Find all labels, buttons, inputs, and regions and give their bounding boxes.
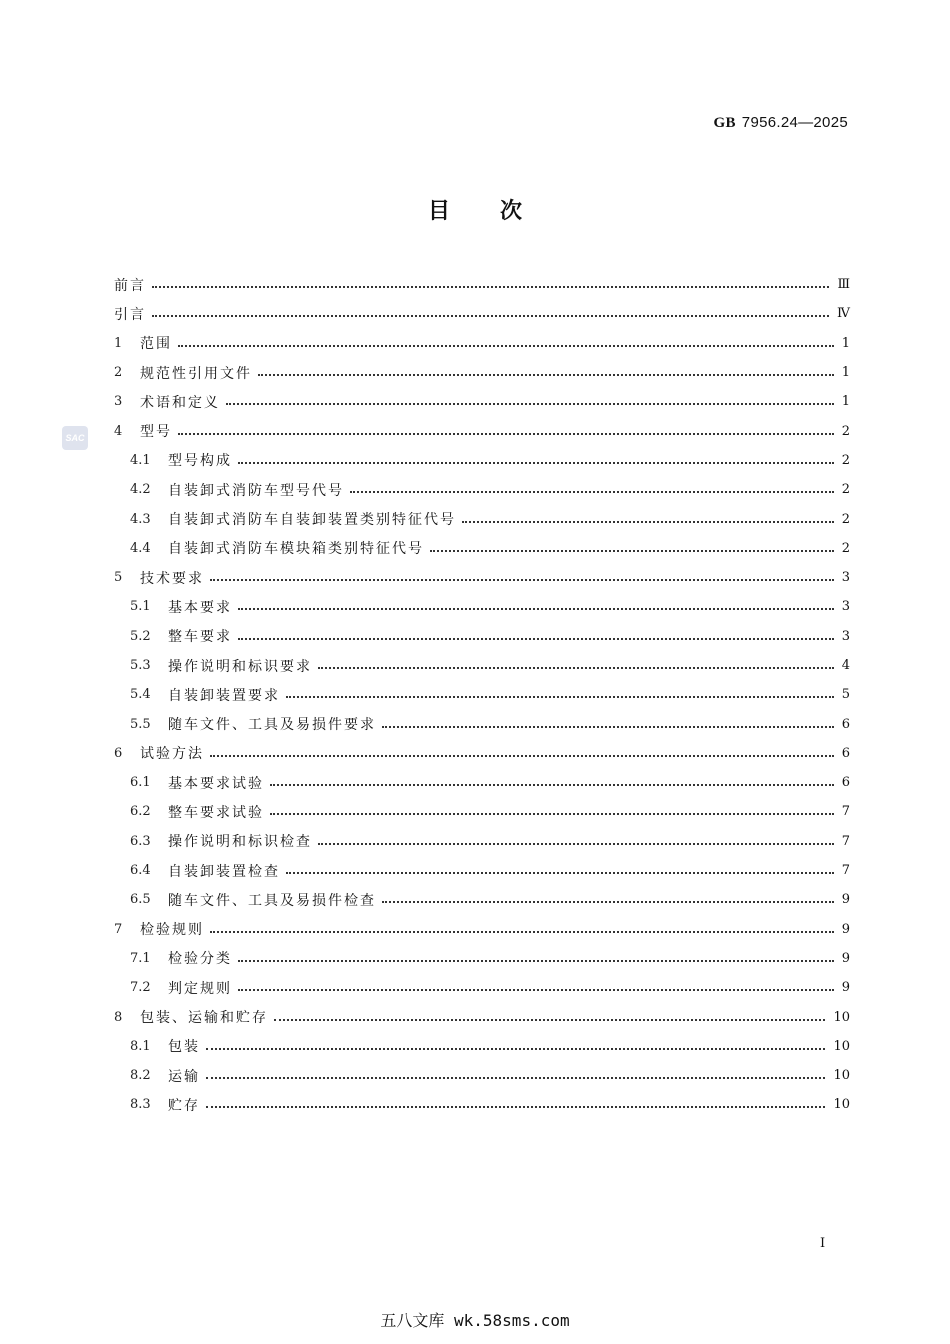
- toc-entry-title: 判定规则: [168, 980, 232, 997]
- toc-entry-page: 2: [841, 540, 850, 556]
- toc-entry[interactable]: [114, 563, 850, 592]
- toc-leader-dots: [226, 402, 834, 405]
- toc-entry[interactable]: [114, 622, 850, 651]
- toc-entry-number: 4.1: [130, 452, 151, 468]
- toc-leader-dots: [178, 344, 834, 347]
- toc-entry-page: 3: [841, 570, 850, 586]
- toc-leader-dots: [178, 432, 834, 435]
- toc-leader-dots: [206, 1105, 825, 1108]
- toc-entry-number: 5.4: [130, 687, 151, 703]
- toc-entry-title: 基本要求试验: [168, 775, 264, 792]
- toc-entry-page: 7: [841, 804, 850, 820]
- toc-entry[interactable]: [114, 534, 850, 563]
- toc-entry-title: 技术要求: [140, 570, 204, 587]
- toc-entry-title: 包装、运输和贮存: [140, 1010, 268, 1027]
- toc-entry-title: 型号构成: [168, 453, 232, 470]
- toc-entry-page: Ⅳ: [837, 306, 850, 322]
- toc-entry[interactable]: [114, 270, 850, 299]
- toc-entry[interactable]: [114, 416, 850, 445]
- toc-entry-title: 术语和定义: [140, 394, 220, 411]
- toc-leader-dots: [238, 607, 834, 610]
- toc-entry-number: 1: [114, 335, 123, 351]
- toc-entry[interactable]: [114, 739, 850, 768]
- toc-entry-page: 6: [841, 775, 850, 791]
- toc-entry-number: 8.1: [130, 1038, 151, 1054]
- toc-entry[interactable]: [114, 1032, 850, 1061]
- toc-entry-title: 检验分类: [168, 951, 232, 968]
- toc-entry-page: 3: [841, 628, 850, 644]
- toc-entry-title: 操作说明和标识要求: [168, 658, 312, 675]
- toc-entry-title: 贮存: [168, 1097, 200, 1114]
- toc-entry-page: 7: [841, 833, 850, 849]
- toc-leader-dots: [152, 285, 829, 288]
- table-of-contents: [114, 270, 850, 1120]
- toc-leader-dots: [350, 490, 834, 493]
- toc-entry[interactable]: [114, 358, 850, 387]
- toc-entry[interactable]: [114, 709, 850, 738]
- toc-entry-title: 整车要求: [168, 629, 232, 646]
- sac-watermark-logo: SAC: [62, 426, 88, 450]
- toc-entry-page: 10: [833, 1068, 850, 1084]
- standard-number: 7956.24—2025: [741, 114, 848, 131]
- toc-entry-page: 5: [841, 687, 850, 703]
- toc-leader-dots: [238, 988, 834, 991]
- toc-entry-page: 2: [841, 423, 850, 439]
- toc-entry-number: 6: [114, 745, 123, 761]
- toc-leader-dots: [382, 900, 834, 903]
- toc-entry[interactable]: [114, 856, 850, 885]
- toc-entry-number: 7.1: [130, 950, 151, 966]
- toc-entry[interactable]: [114, 768, 850, 797]
- toc-entry-title: 包装: [168, 1039, 200, 1056]
- toc-entry-page: 9: [841, 950, 850, 966]
- toc-entry-number: 4.4: [130, 540, 151, 556]
- toc-entry-page: Ⅲ: [837, 277, 850, 293]
- toc-entry-page: 10: [833, 1009, 850, 1025]
- toc-entry-title: 自装卸装置要求: [168, 687, 280, 704]
- toc-entry[interactable]: [114, 827, 850, 856]
- toc-entry-number: 5.2: [130, 628, 151, 644]
- toc-entry-title: 整车要求试验: [168, 804, 264, 821]
- toc-entry-title: 随车文件、工具及易损件检查: [168, 892, 376, 909]
- toc-leader-dots: [210, 930, 834, 933]
- toc-entry-number: 8.3: [130, 1097, 151, 1113]
- toc-entry-title: 范围: [140, 336, 172, 353]
- toc-entry[interactable]: [114, 944, 850, 973]
- toc-leader-dots: [318, 666, 834, 669]
- toc-entry-page: 10: [833, 1038, 850, 1054]
- toc-entry-title: 运输: [168, 1068, 200, 1085]
- toc-entry-number: 7.2: [130, 980, 151, 996]
- toc-entry-number: 5: [114, 570, 123, 586]
- toc-entry[interactable]: [114, 475, 850, 504]
- toc-entry-page: 4: [841, 658, 850, 673]
- toc-entry-page: 1: [841, 335, 850, 351]
- toc-leader-dots: [430, 549, 834, 552]
- toc-entry-title: 引言: [114, 306, 146, 323]
- toc-entry-number: 8: [114, 1009, 123, 1025]
- toc-entry-title: 前言: [114, 277, 146, 294]
- toc-leader-dots: [462, 520, 834, 523]
- toc-leader-dots: [258, 373, 834, 376]
- toc-leader-dots: [274, 1018, 825, 1021]
- toc-entry[interactable]: [114, 973, 850, 1002]
- toc-entry-page: 3: [841, 599, 850, 615]
- toc-leader-dots: [270, 812, 834, 815]
- toc-entry-page: 2: [841, 482, 850, 498]
- toc-entry-number: 8.2: [130, 1068, 151, 1084]
- standard-code: [714, 114, 848, 132]
- toc-leader-dots: [270, 783, 834, 786]
- toc-entry-page: 9: [841, 892, 850, 908]
- toc-leader-dots: [286, 695, 834, 698]
- toc-entry-title: 型号: [140, 424, 172, 441]
- toc-entry[interactable]: [114, 1090, 850, 1119]
- toc-entry[interactable]: [114, 885, 850, 914]
- toc-entry-number: 6.5: [130, 892, 151, 908]
- toc-entry[interactable]: [114, 592, 850, 621]
- toc-entry[interactable]: [114, 446, 850, 475]
- toc-entry-number: 5.3: [130, 658, 151, 673]
- toc-leader-dots: [210, 754, 834, 757]
- toc-leader-dots: [152, 314, 829, 317]
- toc-entry-number: 7: [114, 921, 123, 937]
- toc-entry-title: 操作说明和标识检查: [168, 834, 312, 851]
- toc-leader-dots: [206, 1047, 825, 1050]
- toc-entry-page: 9: [841, 980, 850, 996]
- toc-entry-title: 自装卸式消防车自装卸装置类别特征代号: [168, 512, 456, 529]
- toc-leader-dots: [318, 842, 834, 845]
- toc-leader-dots: [286, 871, 834, 874]
- toc-leader-dots: [206, 1076, 825, 1079]
- toc-entry[interactable]: [114, 1002, 850, 1031]
- toc-entry-number: 4: [114, 423, 123, 439]
- toc-entry-number: 4.2: [130, 482, 151, 498]
- toc-entry-title: 自装卸式消防车型号代号: [168, 482, 344, 499]
- toc-entry[interactable]: [114, 1061, 850, 1090]
- toc-entry[interactable]: [114, 797, 850, 826]
- toc-entry-number: 6.3: [130, 833, 151, 849]
- page-number: I: [820, 1236, 826, 1251]
- toc-entry-page: 7: [841, 863, 850, 879]
- toc-entry[interactable]: [114, 651, 850, 680]
- toc-entry-title: 规范性引用文件: [140, 365, 252, 382]
- toc-entry-number: 5.5: [130, 716, 151, 732]
- toc-entry-page: 2: [841, 452, 850, 468]
- toc-leader-dots: [238, 461, 834, 464]
- toc-entry-number: 3: [114, 394, 123, 410]
- toc-entry-page: 2: [841, 511, 850, 527]
- toc-leader-dots: [210, 578, 834, 581]
- toc-entry-number: 5.1: [130, 599, 151, 615]
- toc-entry-title: 自装卸装置检查: [168, 863, 280, 880]
- toc-entry[interactable]: [114, 387, 850, 416]
- toc-entry-number: 6.4: [130, 863, 151, 879]
- toc-entry-title: 检验规则: [140, 922, 204, 939]
- footer-watermark: 五八文库 wk.58sms.com: [380, 1311, 570, 1330]
- toc-leader-dots: [382, 725, 834, 728]
- toc-entry-title: 试验方法: [140, 746, 204, 763]
- toc-entry-title: 自装卸式消防车模块箱类别特征代号: [168, 541, 424, 558]
- toc-entry[interactable]: [114, 329, 850, 358]
- toc-entry-page: 9: [841, 921, 850, 937]
- toc-leader-dots: [238, 959, 834, 962]
- toc-entry[interactable]: [114, 299, 850, 328]
- toc-entry-page: 6: [841, 716, 850, 732]
- toc-entry[interactable]: [114, 680, 850, 709]
- toc-entry-number: 4.3: [130, 511, 151, 527]
- toc-entry-number: 6.1: [130, 775, 151, 791]
- toc-entry-page: 6: [841, 745, 850, 761]
- toc-entry-title: 随车文件、工具及易损件要求: [168, 717, 376, 734]
- toc-entry-number: 6.2: [130, 804, 151, 820]
- toc-entry-page: 10: [833, 1097, 850, 1113]
- standard-prefix: GB: [713, 115, 736, 131]
- page-title: 目次: [427, 198, 572, 224]
- toc-entry[interactable]: [114, 915, 850, 944]
- toc-entry-title: 基本要求: [168, 599, 232, 616]
- toc-entry-page: 1: [841, 394, 850, 410]
- toc-entry-page: 1: [841, 365, 850, 381]
- toc-leader-dots: [238, 637, 834, 640]
- toc-entry-number: 2: [114, 365, 123, 381]
- toc-entry[interactable]: [114, 504, 850, 533]
